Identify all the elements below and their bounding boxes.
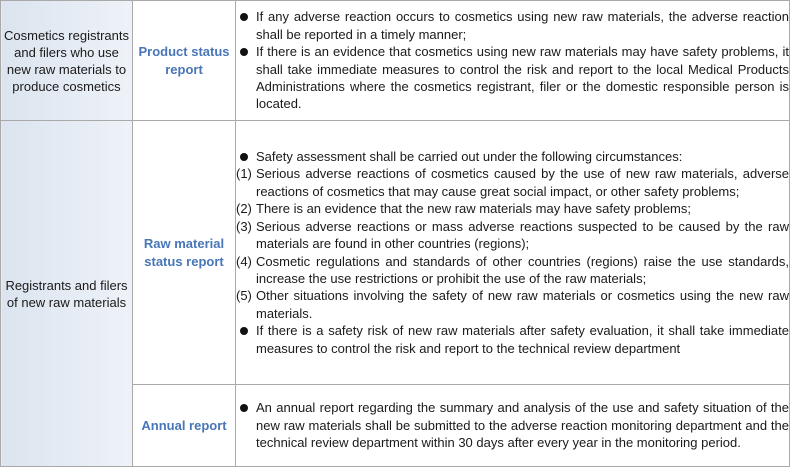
report-type-label: Annual report [141, 417, 227, 433]
requirements-cell [236, 385, 790, 467]
numbered-item [236, 287, 789, 322]
report-type-cell [133, 1, 236, 121]
responsible-party-label: Registrants and filers of new raw materials [5, 277, 128, 310]
requirements-cell [236, 1, 790, 121]
item-text: There is an evidence that the new raw materials may have safety problems; [256, 201, 691, 217]
item-number: (2) [236, 201, 252, 217]
responsible-party-cell [1, 121, 133, 467]
numbered-item [236, 218, 789, 253]
item-text: Other situations involving the safety of new raw materials or cosmetics using the new raw materials. [256, 288, 789, 321]
report-type-label: Product status report [138, 43, 230, 77]
bullet-item [236, 322, 789, 357]
bullet-text: An annual report regarding the summary and analysis of the use and safety situation of the new raw materials shall be submitted to the adverse reaction monitoring department and the technical review department within 30 days after every year in the monitoring period. [256, 400, 789, 451]
bullet-item [236, 8, 789, 43]
item-number: (1) [236, 166, 252, 182]
responsible-party-cell [1, 1, 133, 121]
item-number: (5) [236, 288, 252, 304]
item-text: Cosmetic regulations and standards of other countries (regions) raise the use standards, increase the use restrictions or prohibit the use of the raw materials; [256, 253, 789, 286]
responsible-party-label: Cosmetics registrants and filers who use new raw materials to produce cosmetics [4, 27, 129, 94]
bullet-icon [240, 327, 248, 335]
item-text: Serious adverse reactions of cosmetics caused by the use of new raw materials, adverse reactions of cosmetics that may cause great social impact, or other safety problems; [256, 166, 789, 199]
bullet-icon [240, 13, 248, 21]
bullet-item [236, 148, 789, 165]
item-text: Serious adverse reactions or mass adverse reactions suspected to be caused by the raw materials are found in other countries (regions); [256, 218, 789, 252]
numbered-item [236, 165, 789, 200]
report-type-cell [133, 385, 236, 467]
item-number: (3) [236, 218, 252, 234]
requirements-cell [236, 121, 790, 385]
report-type-label: Raw material status report [143, 235, 225, 269]
table-row [1, 1, 790, 121]
bullet-item [236, 399, 789, 451]
bullet-icon [240, 48, 248, 56]
numbered-item [236, 200, 789, 217]
bullet-text: If there is an evidence that cosmetics using new raw materials may have safety problems, it shall take immediate measures to control the risk and report to the local Medical Products Administrations where the cosmetics registrant, filer or the domestic responsible person is located. [256, 44, 789, 112]
bullet-text: If any adverse reaction occurs to cosmetics using new raw materials, the adverse reaction shall be reported in a timely manner; [256, 9, 789, 42]
numbered-item [236, 253, 789, 288]
bullet-icon [240, 153, 248, 161]
report-type-cell [133, 121, 236, 385]
bullet-text: If there is a safety risk of new raw materials after safety evaluation, it shall take immediate measures to control the risk and report to the technical review department [256, 323, 789, 356]
bullet-item [236, 43, 789, 113]
item-number: (4) [236, 253, 252, 269]
table-row [1, 121, 790, 385]
bullet-icon [240, 404, 248, 412]
bullet-text: Safety assessment shall be carried out under the following circumstances: [256, 149, 683, 165]
